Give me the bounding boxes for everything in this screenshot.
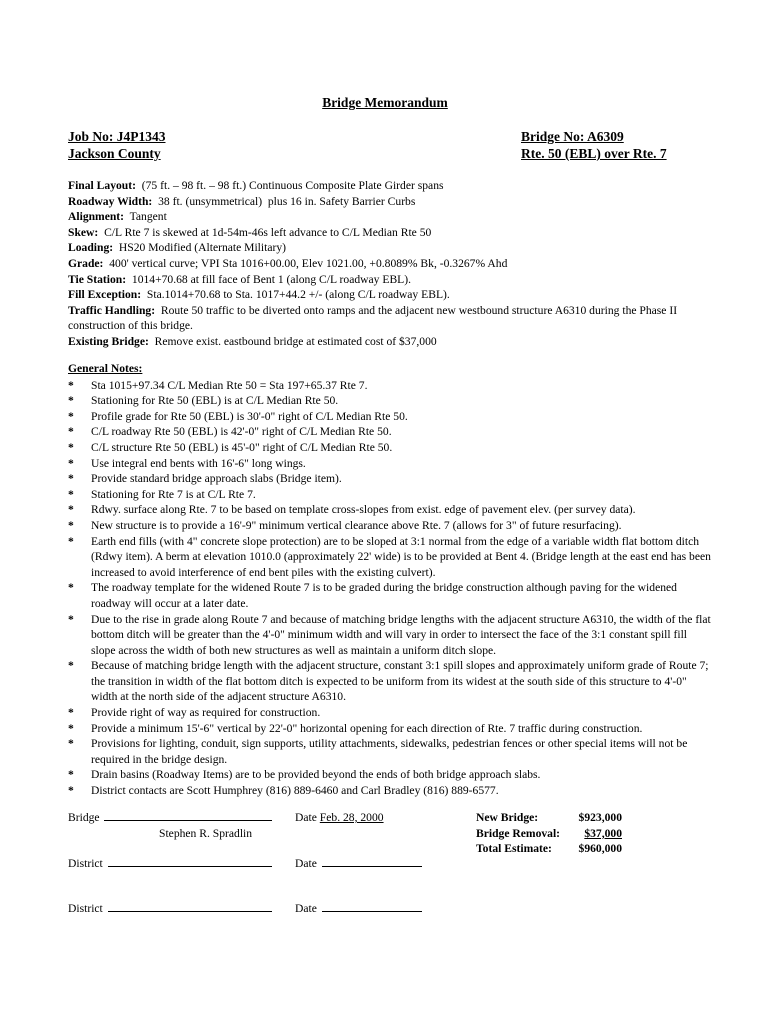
bullet-icon: * [68,721,74,735]
district-signature-line-1[interactable] [108,856,272,867]
note-text: The roadway template for the widened Route 7 is to be graded during the bridge construction although paving for the widened roadway will occur at a later date. [91,581,677,610]
spec-label: Grade: [68,256,104,270]
bullet-icon: * [68,518,74,532]
total-value: $960,000 [578,842,622,856]
note-item [68,424,713,440]
note-text: Due to the rise in grade along Route 7 and because of matching bridge lengths with the adjacent structure A6310, the width of the flat bottom ditch will be greater than the 4'-0" minimum width and will vary in order to intersect the face of the 3:1 constant spill fill slope across the width of both new structures as well as maintain a uniform ditch slope. [91,612,711,657]
note-text: New structure is to provide a 16'-9" minimum vertical clearance above Rte. 7 (allows for 3" of future resurfacing). [91,518,622,532]
district-date-line-1[interactable] [322,856,422,867]
spec-row [68,194,708,210]
spec-row [68,334,708,350]
note-item [68,518,713,534]
note-item [68,705,713,721]
new-bridge-label: New Bridge: [476,811,539,824]
total-row [476,841,622,857]
note-text: Drain basins (Roadway Items) are to be provided beyond the ends of both bridge approach slabs. [91,768,541,782]
note-item [68,721,713,737]
bullet-icon: * [68,534,74,548]
spec-value: 400' vertical curve; VPI Sta 1016+00.00, Elev 1021.00, +0.8089% Bk, -0.3267% Ahd [103,256,508,270]
cost-summary [476,810,622,857]
note-text: C/L roadway Rte 50 (EBL) is 42'-0" right of C/L Median Rte 50. [91,425,392,439]
district-label: District [68,902,106,915]
spec-row [68,240,708,256]
note-item [68,440,713,456]
bridge-date: Feb. 28, 2000 [319,811,384,824]
spec-value: 1014+70.68 at fill face of Bent 1 (along C/L roadway EBL). [126,272,412,286]
district-signature-line-2[interactable] [108,901,272,912]
spec-value: Tangent [124,210,167,224]
spec-row [68,287,708,303]
bullet-icon: * [68,581,74,595]
bridge-date-row [295,810,390,826]
bullet-icon: * [68,659,74,673]
district-label: District [68,857,106,870]
spec-value: HS20 Modified (Alternate Military) [113,241,287,255]
note-text: Sta 1015+97.34 C/L Median Rte 50 = Sta 197+65.37 Rte 7. [91,378,368,392]
bridge-signature-line[interactable] [104,810,272,821]
spec-row [68,178,708,194]
district-signature-row-2 [68,901,272,917]
removal-value: $37,000 [584,826,622,840]
bullet-icon: * [68,768,74,782]
note-text: Provide standard bridge approach slabs (Bridge item). [91,472,342,486]
bridge-label: Bridge [68,811,103,824]
bridge-signature-row [68,810,272,826]
note-item [68,471,713,487]
spec-label: Existing Bridge: [68,334,149,348]
note-item [68,409,713,425]
note-text: Because of matching bridge length with the adjacent structure, constant 3:1 spill slopes and approximately uniform grade of Route 7; the transition in width of the flat bottom ditch is expected to be uniform from its widest at the south side of this structure to 4'-0" width at the north side of the adjacent structure A6310. [91,659,709,704]
bullet-icon: * [68,706,74,720]
spec-label: Alignment: [68,210,125,224]
bullet-icon: * [68,784,74,798]
spec-row [68,256,708,272]
route: Rte. 50 (EBL) over Rte. 7 [521,146,667,161]
spec-label: Skew: [68,225,99,239]
note-text: Provisions for lighting, conduit, sign supports, utility attachments, sidewalks, pedestrian fences or other special items will not be required in the bridge design. [91,737,688,766]
district-date-line-2[interactable] [322,901,422,912]
removal-row [476,826,622,842]
total-label: Total Estimate: [476,842,552,856]
note-item [68,534,713,581]
note-item [68,736,713,767]
bullet-icon: * [68,425,74,439]
note-item [68,456,713,472]
spec-label: Fill Exception: [68,288,142,302]
bullet-icon: * [68,472,74,486]
date-label: Date [295,857,320,870]
bullet-icon: * [68,612,74,626]
note-item [68,612,713,659]
date-label: Date [295,902,320,915]
note-item [68,658,713,705]
district-date-row-1 [295,856,422,872]
date-label: Date [295,811,320,824]
note-item [68,393,713,409]
memo-title: Bridge Memorandum [322,95,448,110]
note-text: District contacts are Scott Humphrey (816) 889-6460 and Carl Bradley (816) 889-6577. [91,784,499,798]
bullet-icon: * [68,487,74,501]
spec-label: Roadway Width: [68,194,153,208]
notes-heading: General Notes: [68,362,143,375]
note-item [68,783,713,799]
spec-value: Remove exist. eastbound bridge at estimated cost of $37,000 [148,334,437,348]
county: Jackson County [68,146,161,161]
spec-row [68,272,708,288]
bullet-icon: * [68,440,74,454]
note-item [68,487,713,503]
note-text: Rdwy. surface along Rte. 7 to be based on template cross-slopes from exist. edge of pavement elev. (per survey data). [91,503,636,517]
note-text: C/L structure Rte 50 (EBL) is 45'-0" right of C/L Median Rte 50. [91,440,393,454]
header-right [521,128,667,162]
bridge-number: Bridge No: A6309 [521,129,624,144]
removal-label: Bridge Removal: [476,826,561,840]
note-text: Use integral end bents with 16'-6" long wings. [91,456,306,470]
spec-row [68,209,708,225]
note-text: Profile grade for Rte 50 (EBL) is 30'-0" right of C/L Median Rte 50. [91,409,408,423]
note-item [68,502,713,518]
bullet-icon: * [68,409,74,423]
general-notes [68,361,713,799]
note-item [68,378,713,394]
note-text: Stationing for Rte 50 (EBL) is at C/L Median Rte 50. [91,394,339,408]
header-left [68,128,166,162]
bullet-icon: * [68,378,74,392]
note-text: Provide right of way as required for construction. [91,706,321,720]
bullet-icon: * [68,394,74,408]
spec-row [68,225,708,241]
spec-value: (75 ft. – 98 ft. – 98 ft.) Continuous Composite Plate Girder spans [135,179,444,192]
spec-label: Loading: [68,241,114,255]
bullet-icon: * [68,503,74,517]
spec-label: Traffic Handling: [68,303,156,317]
spec-label: Final Layout: [68,179,136,192]
note-text: Stationing for Rte 7 is at C/L Rte 7. [91,487,256,501]
spec-value: Route 50 traffic to be diverted onto ramps and the adjacent new westbound structure A6310 during the Phase II construction of this bridge. [68,303,680,333]
specifications [68,178,708,350]
note-item [68,767,713,783]
bullet-icon: * [68,456,74,470]
note-text: Provide a minimum 15'-6" vertical by 22'-0" horizontal opening for each direction of Rte. 7 traffic during construction. [91,721,643,735]
spec-value: 38 ft. (unsymmetrical) plus 16 in. Safety Barrier Curbs [152,194,416,208]
note-item [68,580,713,611]
note-text: Earth end fills (with 4" concrete slope protection) are to be sloped at 3:1 normal from the edge of a variable width flat bottom ditch (Rdwy item). A berm at elevation 1010.0 (approximately 22' wide) is to be provided at Bent 4. (Bridge length at the east end has been increased to avoid interference of end bent piles with the existing culvert). [91,534,711,579]
spec-value: Sta.1014+70.68 to Sta. 1017+44.2 +/- (along C/L roadway EBL). [141,288,450,302]
new-bridge-row [476,810,622,826]
new-bridge-value: $923,000 [578,811,622,824]
district-signature-row-1 [68,856,272,872]
spec-value: C/L Rte 7 is skewed at 1d-54m-46s left advance to C/L Median Rte 50 [98,225,432,239]
job-number: Job No: J4P1343 [68,129,166,144]
spec-label: Tie Station: [68,272,127,286]
spec-row [68,303,708,334]
bridge-signer: Stephen R. Spradlin [159,827,253,840]
district-date-row-2 [295,901,422,917]
notes-list [68,378,713,799]
bullet-icon: * [68,737,74,751]
